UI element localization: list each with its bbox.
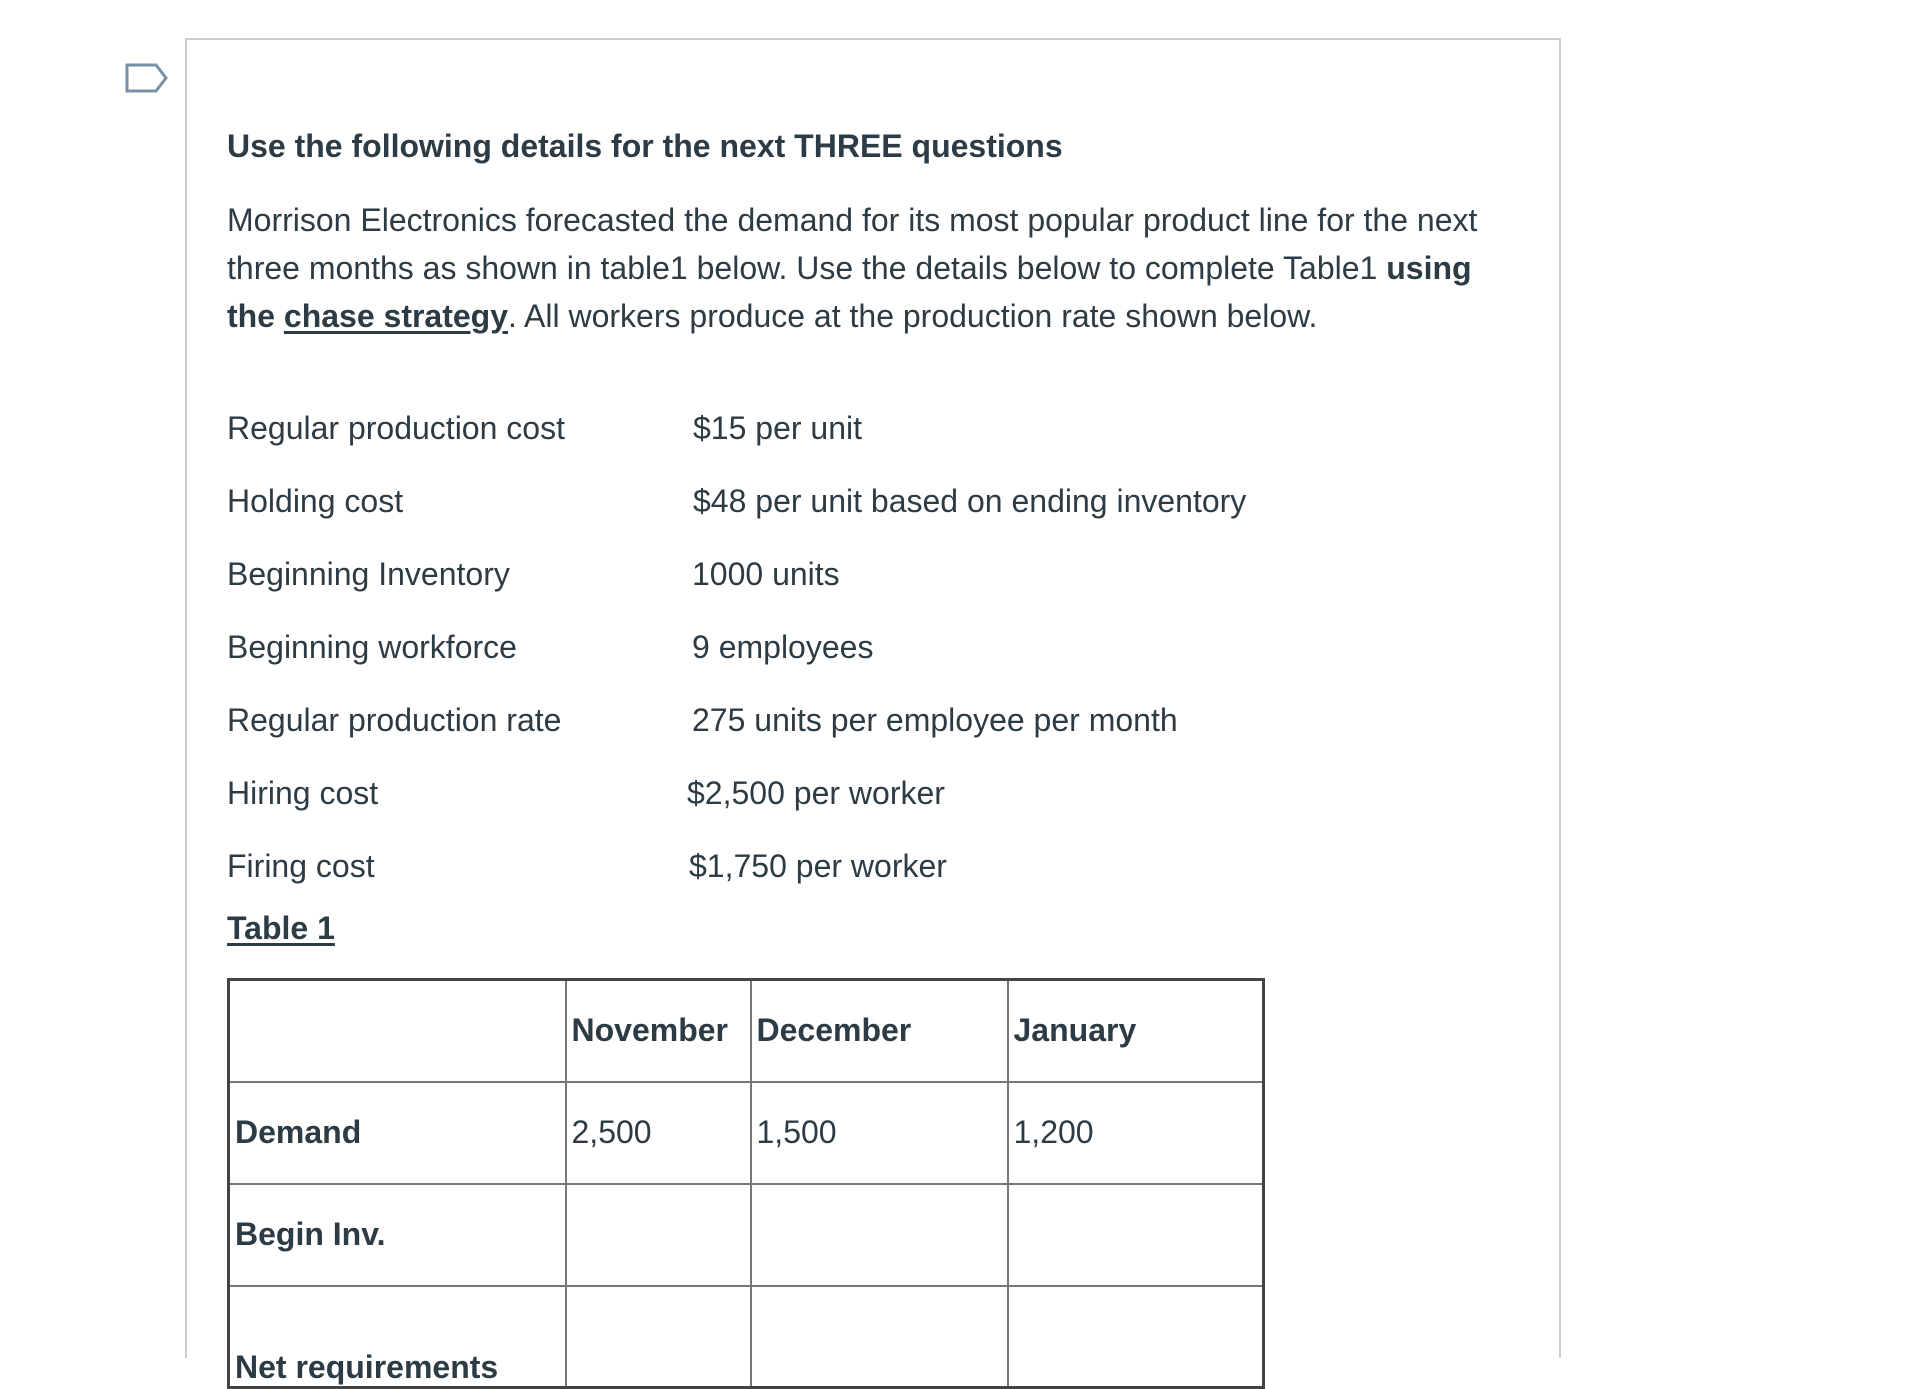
detail-value: $2,500 per worker	[687, 775, 945, 811]
detail-label: Hiring cost	[227, 775, 379, 811]
detail-label: Firing cost	[227, 848, 375, 884]
row-label: Begin Inv.	[229, 1184, 566, 1286]
table-header-cell: November	[566, 980, 751, 1082]
table-header-cell: January	[1008, 980, 1264, 1082]
table-cell	[751, 1184, 1008, 1286]
row-label: Net requirements	[229, 1286, 566, 1388]
intro-text-1: Morrison Electronics forecasted the demand for its most popular product line for the next three months as shown in table1 below. Use the details below to complete Table1	[227, 202, 1478, 286]
table-row	[229, 1184, 1264, 1286]
detail-label: Holding cost	[227, 483, 404, 519]
table-title: Table 1	[227, 910, 335, 946]
row-label: Demand	[229, 1082, 566, 1184]
question-card	[185, 38, 1561, 1385]
table-cell	[1008, 1184, 1264, 1286]
detail-label: Beginning Inventory	[227, 556, 510, 592]
question-heading: Use the following details for the next THREE questions	[227, 128, 1063, 164]
table-row	[229, 1286, 1264, 1388]
intro-bold-underlined: chase strategy	[283, 298, 509, 334]
intro-bold: using the	[227, 250, 1472, 334]
table-cell	[566, 1286, 751, 1388]
detail-value: $15 per unit	[693, 410, 863, 446]
detail-value: $1,750 per worker	[689, 848, 947, 884]
aggregate-plan-table	[227, 978, 1265, 1389]
table-header-cell	[229, 980, 566, 1082]
question-intro	[227, 196, 1527, 340]
table-cell: 1,200	[1008, 1082, 1264, 1184]
detail-value: 1000 units	[692, 556, 840, 592]
table-row	[229, 1082, 1264, 1184]
detail-label: Beginning workforce	[227, 629, 517, 665]
flag-question-icon[interactable]	[124, 62, 170, 98]
detail-value: 275 units per employee per month	[692, 702, 1178, 738]
detail-label: Regular production rate	[227, 702, 562, 738]
table-cell: 2,500	[566, 1082, 751, 1184]
table-cell	[1008, 1286, 1264, 1388]
detail-label: Regular production cost	[227, 410, 565, 446]
table-cell: 1,500	[751, 1082, 1008, 1184]
table-header-cell: December	[751, 980, 1008, 1082]
detail-value: 9 employees	[692, 629, 874, 665]
table-cell	[751, 1286, 1008, 1388]
intro-text-2: . All workers produce at the production rate shown below.	[508, 298, 1318, 334]
table-header-row	[229, 980, 1264, 1082]
table-cell	[566, 1184, 751, 1286]
detail-value: $48 per unit based on ending inventory	[693, 483, 1247, 519]
